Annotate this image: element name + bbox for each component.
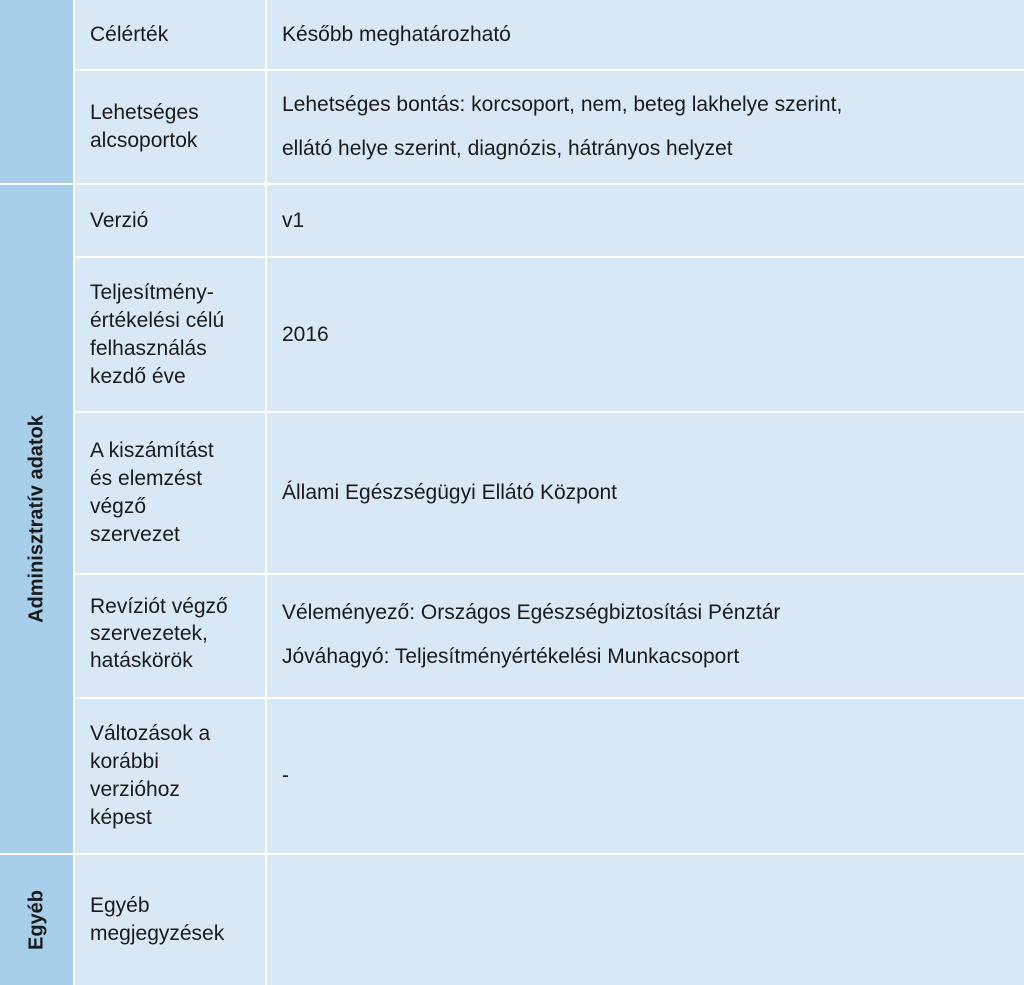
row-value-revision-orgs: Véleményező: Országos Egészségbiztosítási Pénztár Jóváhagyó: Teljesítményértékelési Munkacsoport [267,575,1024,697]
section-cell-admin [0,185,73,853]
section-cell-other [0,855,73,985]
row-label-analyzing-org: A kiszámítást és elemzést végző szervezet [75,413,265,573]
section-cell-top [0,0,73,183]
row-value-analyzing-org: Állami Egészségügyi Ellátó Központ [267,413,1024,573]
row-value-target-value: Később meghatározható [267,0,1024,69]
section-label-other: Egyéb [25,889,47,951]
section-label-admin: Adminisztratív adatok [25,415,47,623]
row-label-start-year: Teljesítmény- értékelési célú felhasználás kezdő éve [75,258,265,411]
row-value-start-year: 2016 [267,258,1024,411]
row-value-subgroups: Lehetséges bontás: korcsoport, nem, beteg lakhelye szerint, ellátó helye szerint, diagnózis, hátrányos helyzet [267,71,1024,183]
row-value-changes: - [267,699,1024,853]
row-label-version: Verzió [75,185,265,256]
row-label-other-notes: Egyéb megjegyzések [75,855,265,985]
row-label-target-value: Célérték [75,0,265,69]
row-label-changes: Változások a korábbi verzióhoz képest [75,699,265,853]
row-label-revision-orgs: Revíziót végző szervezetek, hatáskörök [75,575,265,697]
row-value-other-notes [267,855,1024,985]
row-value-version: v1 [267,185,1024,256]
row-label-subgroups: Lehetséges alcsoportok [75,71,265,183]
